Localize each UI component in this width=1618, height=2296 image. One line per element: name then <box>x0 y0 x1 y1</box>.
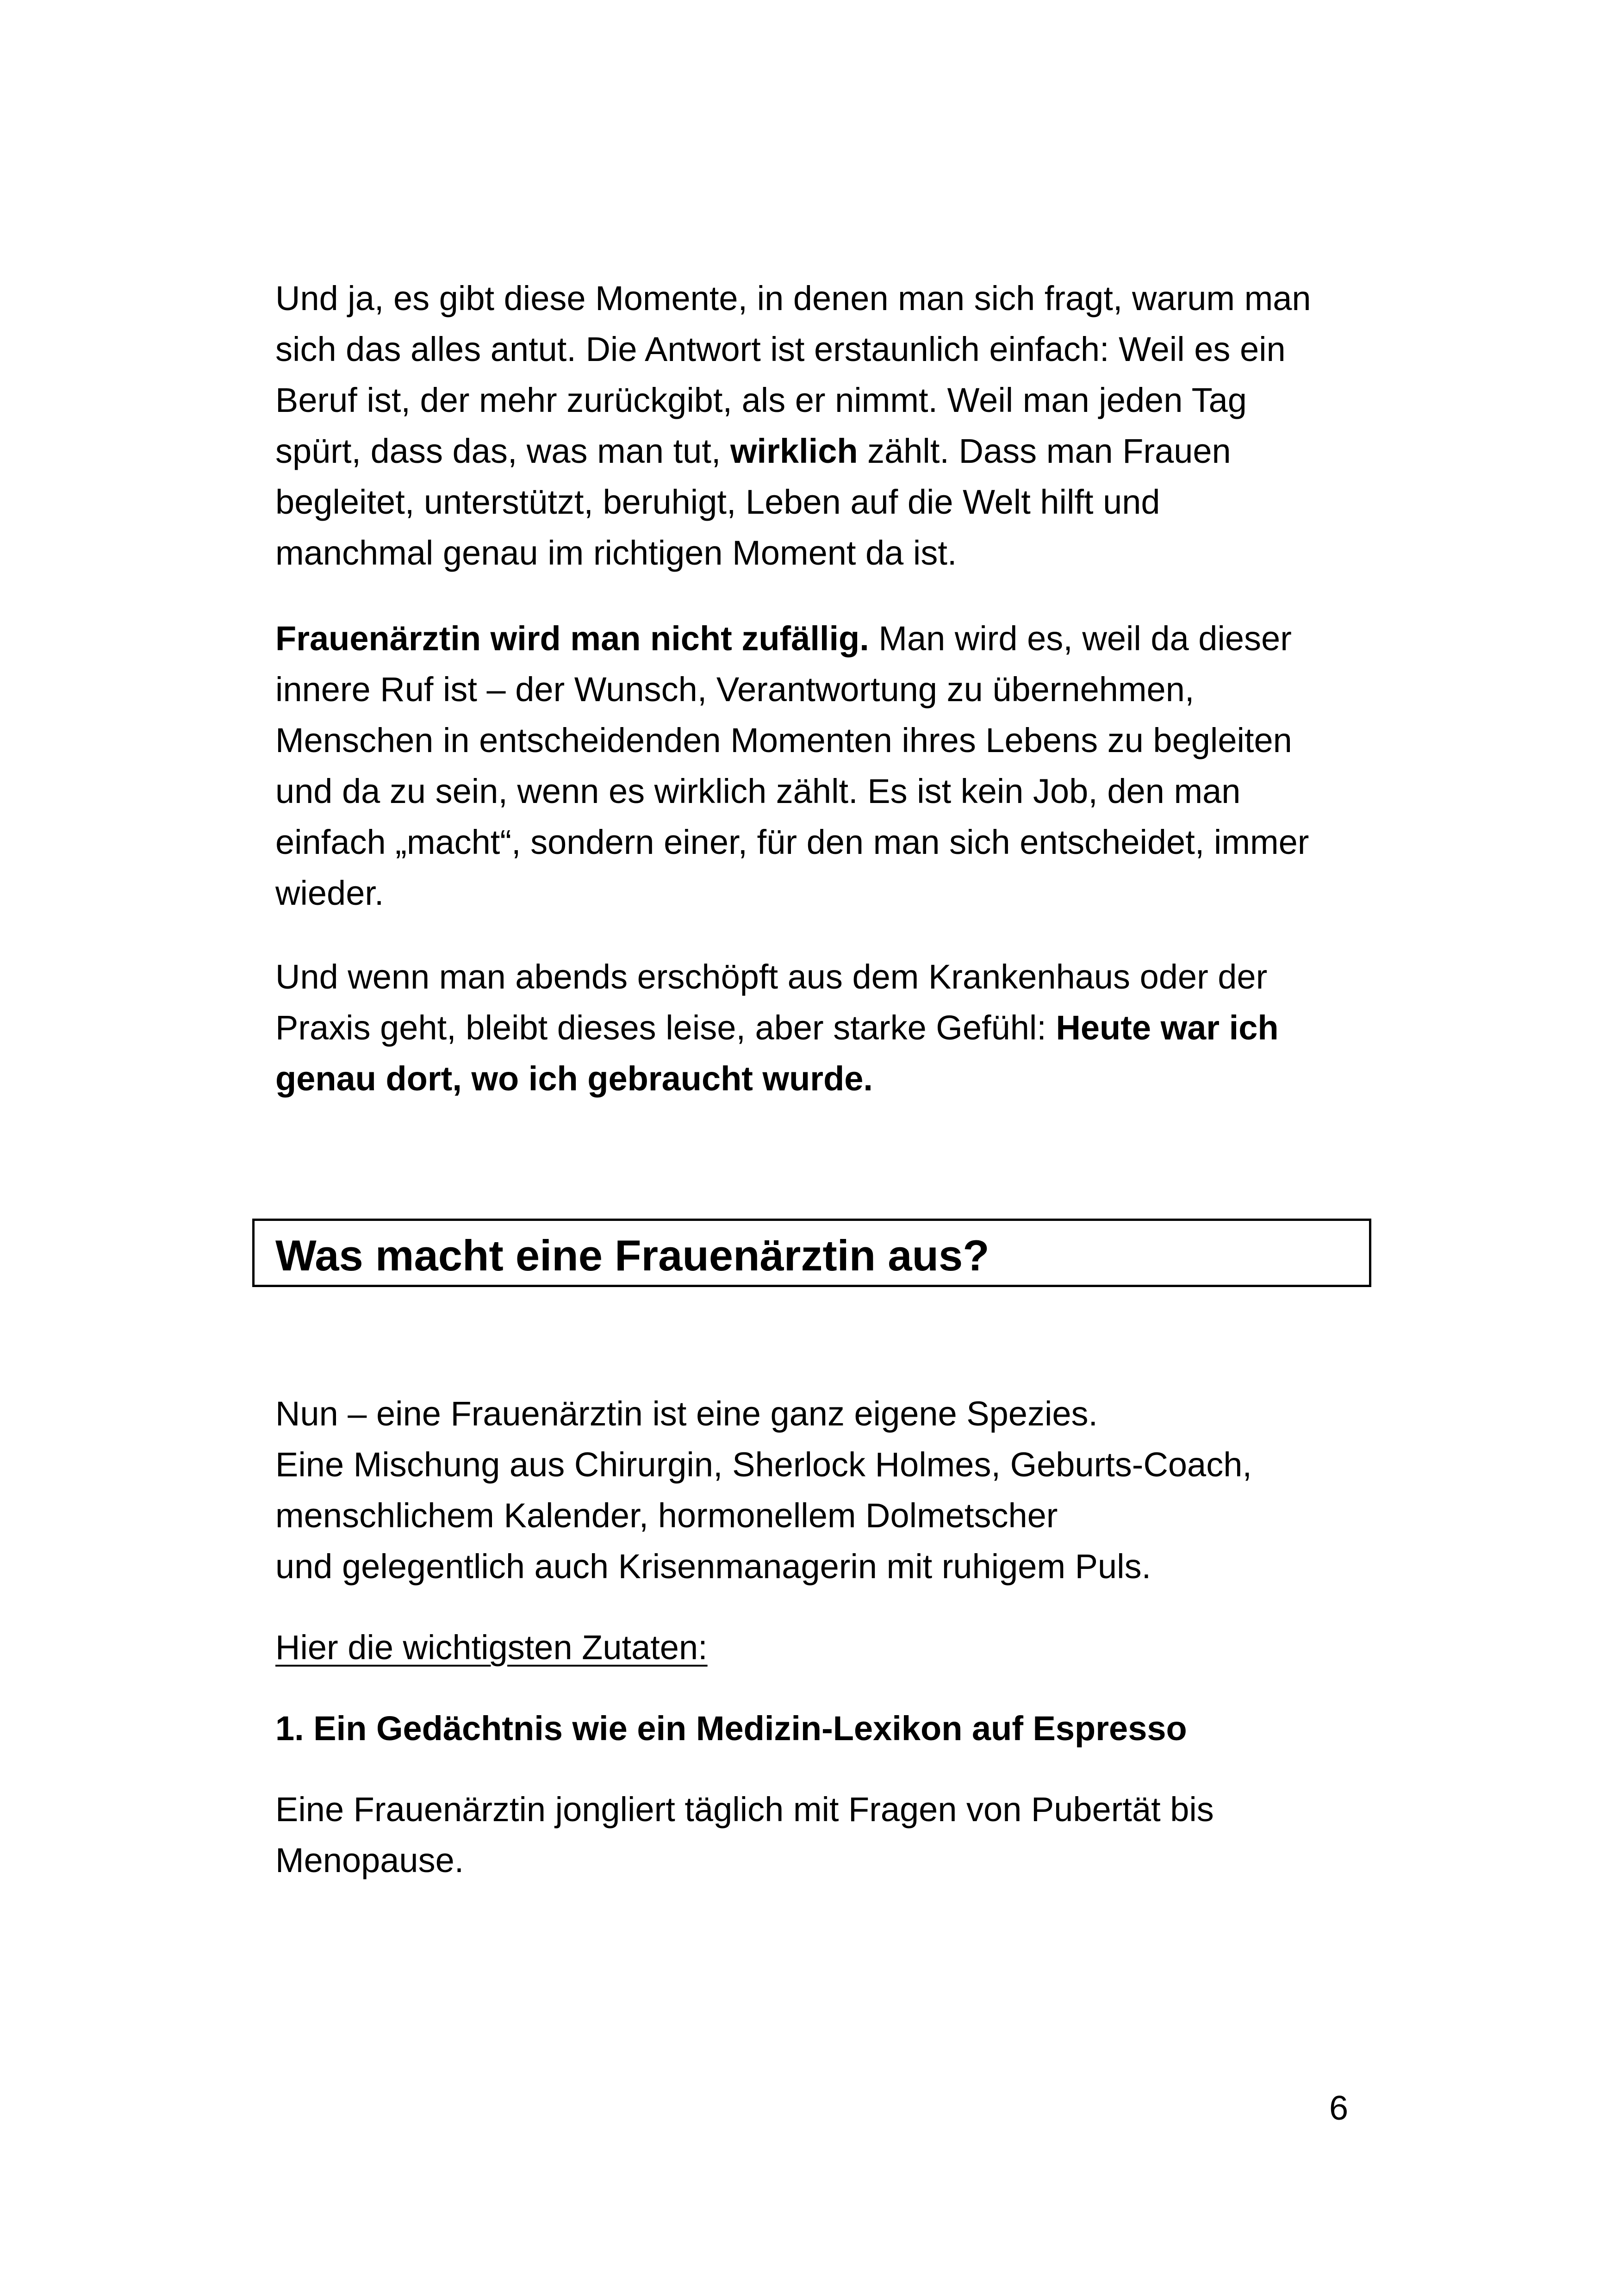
item-1-body-line-2: Menopause. <box>275 1841 464 1879</box>
list-heading: Hier die wichtigsten Zutaten: <box>275 1628 708 1667</box>
paragraph-1 <box>275 273 1349 579</box>
paragraph-1-line-6: manchmal genau im richtigen Moment da ist. <box>275 534 957 572</box>
paragraph-3-line-2 <box>275 1002 1349 1053</box>
paragraph-3-line-2-start: Praxis geht, bleibt dieses leise, aber starke Gefühl: <box>275 1008 1046 1047</box>
paragraph-1-line-4 <box>275 426 1349 477</box>
paragraph-1-line-2: sich das alles antut. Die Antwort ist erstaunlich einfach: Weil es ein <box>275 330 1286 368</box>
emphasis-lead-sentence: Frauenärztin wird man nicht zufällig. <box>275 619 869 658</box>
section-heading-box <box>252 1219 1371 1287</box>
emphasis-closing-end: genau dort, wo ich gebraucht wurde. <box>275 1059 873 1098</box>
paragraph-1-line-5: begleitet, unterstützt, beruhigt, Leben auf die Welt hilft und <box>275 483 1160 521</box>
intro-paragraph <box>275 1388 1349 1592</box>
paragraph-2 <box>275 613 1349 919</box>
item-1-title: 1. Ein Gedächtnis wie ein Medizin-Lexikon auf Espresso <box>275 1709 1187 1748</box>
paragraph-1-line-4-end: zählt. Dass man Frauen <box>867 432 1231 470</box>
list-heading-paragraph <box>275 1622 1349 1673</box>
paragraph-2-line-4: und da zu sein, wenn es wirklich zählt. Es ist kein Job, den man <box>275 772 1241 810</box>
intro-line-2: Eine Mischung aus Chirurgin, Sherlock Holmes, Geburts-Coach, <box>275 1445 1252 1484</box>
paragraph-2-line-2: innere Ruf ist – der Wunsch, Verantwortung zu übernehmen, <box>275 670 1195 709</box>
item-1-body <box>275 1784 1349 1886</box>
paragraph-2-line-6: wieder. <box>275 874 384 912</box>
paragraph-2-line-1-end: Man wird es, weil da dieser <box>878 619 1292 658</box>
intro-line-4: und gelegentlich auch Krisenmanagerin mit ruhigem Puls. <box>275 1547 1151 1586</box>
item-1-title-paragraph <box>275 1703 1349 1754</box>
paragraph-1-line-3: Beruf ist, der mehr zurückgibt, als er nimmt. Weil man jeden Tag <box>275 381 1247 419</box>
paragraph-1-line-1: Und ja, es gibt diese Momente, in denen man sich fragt, warum man <box>275 279 1311 317</box>
section-heading: Was macht eine Frauenärztin aus? <box>275 1231 989 1280</box>
emphasis-closing-start: Heute war ich <box>1056 1008 1279 1047</box>
paragraph-2-line-5: einfach „macht“, sondern einer, für den man sich entscheidet, immer <box>275 823 1309 861</box>
intro-line-3: menschlichem Kalender, hormonellem Dolmetscher <box>275 1496 1058 1535</box>
paragraph-3-line-1: Und wenn man abends erschöpft aus dem Krankenhaus oder der <box>275 958 1268 996</box>
intro-line-1: Nun – eine Frauenärztin ist eine ganz eigene Spezies. <box>275 1394 1098 1433</box>
item-1-body-line-1: Eine Frauenärztin jongliert täglich mit Fragen von Pubertät bis <box>275 1790 1214 1829</box>
paragraph-2-line-1 <box>275 613 1349 664</box>
paragraph-3 <box>275 952 1349 1104</box>
page-number: 6 <box>1329 2089 1349 2127</box>
paragraph-1-line-4-start: spürt, dass das, was man tut, <box>275 432 721 470</box>
emphasis-wirklich: wirklich <box>730 432 858 470</box>
paragraph-2-line-3: Menschen in entscheidenden Momenten ihres Lebens zu begleiten <box>275 721 1292 759</box>
